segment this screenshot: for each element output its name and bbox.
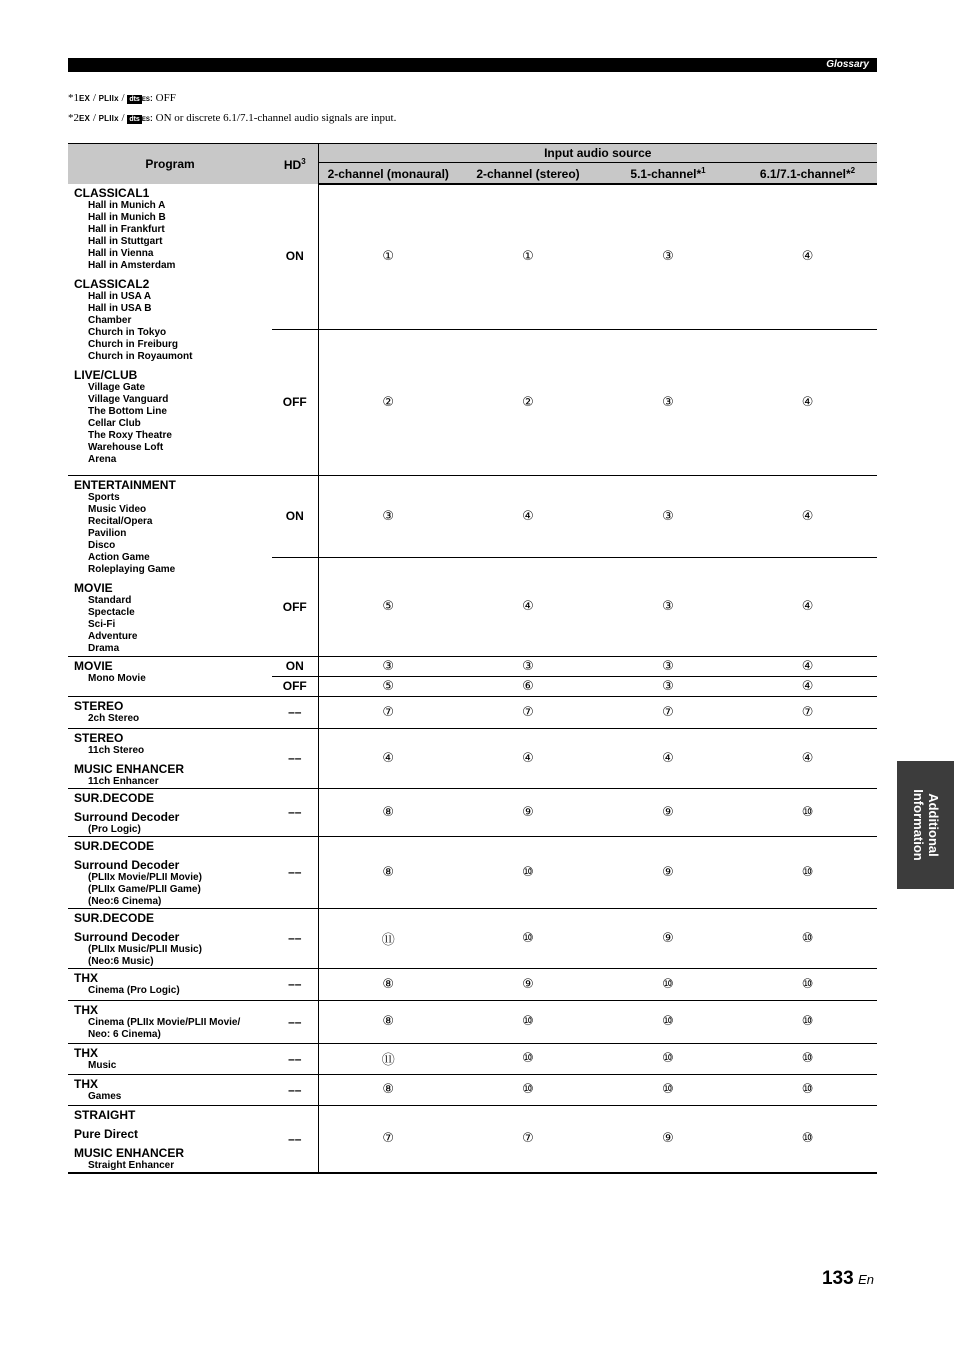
value-cell: ⑧ bbox=[318, 968, 458, 1000]
hd-cell: –– bbox=[272, 836, 318, 908]
hd-cell: OFF bbox=[272, 676, 318, 696]
value-cell: ⑧ bbox=[318, 1074, 458, 1105]
program-cell bbox=[68, 836, 272, 908]
header-col-4 bbox=[738, 163, 877, 185]
header-col-sup: 2 bbox=[850, 165, 856, 175]
table-row bbox=[68, 696, 877, 728]
separator: / bbox=[121, 92, 125, 104]
program-name: SUR.DECODE bbox=[74, 910, 155, 925]
hd-cell: –– bbox=[272, 696, 318, 728]
program-sub: Spectacle bbox=[88, 606, 135, 618]
footnote-2 bbox=[68, 112, 396, 124]
program-sub: Cellar Club bbox=[88, 418, 141, 429]
program-sub: (PLIIx Game/PLII Game) bbox=[88, 883, 201, 895]
value-cell: ④ bbox=[458, 475, 598, 557]
table-row bbox=[68, 184, 877, 329]
hd-cell: –– bbox=[272, 728, 318, 788]
program-sub: Village Vanguard bbox=[88, 394, 169, 405]
value-cell: ③ bbox=[598, 656, 738, 676]
program-sub: Roleplaying Game bbox=[88, 563, 176, 575]
program-name: ENTERTAINMENT bbox=[74, 477, 176, 492]
table-row bbox=[68, 908, 877, 968]
program-name: Surround Decoder bbox=[74, 809, 180, 824]
program-name: THX bbox=[74, 1076, 98, 1091]
hd-cell: –– bbox=[272, 908, 318, 968]
program-cell bbox=[68, 1074, 272, 1105]
table-row bbox=[68, 836, 877, 908]
program-name: SUR.DECODE bbox=[74, 790, 155, 805]
program-sub: 11ch Stereo bbox=[88, 744, 145, 756]
value-cell: ⑦ bbox=[598, 696, 738, 728]
program-sub: Pavilion bbox=[88, 527, 127, 539]
value-cell: ③ bbox=[458, 656, 598, 676]
value-cell: ⑩ bbox=[458, 908, 598, 968]
side-tab-line2: Information bbox=[910, 789, 926, 861]
side-tab-line1: Additional bbox=[925, 793, 941, 857]
program-sub: Arena bbox=[88, 454, 117, 465]
table-row bbox=[68, 656, 877, 676]
value-cell: ⑨ bbox=[458, 968, 598, 1000]
value-cell: ④ bbox=[598, 728, 738, 788]
header-col-3 bbox=[598, 163, 738, 185]
program-name: THX bbox=[74, 1002, 98, 1017]
hd-cell: OFF bbox=[272, 557, 318, 656]
dolby-pl-logo: PLIIx bbox=[98, 94, 119, 103]
footnote-mark: *2 bbox=[68, 112, 79, 124]
program-sub: Recital/Opera bbox=[88, 515, 153, 527]
header-col-label: 6.1/7.1-channel* bbox=[759, 166, 851, 181]
program-name: THX bbox=[74, 1045, 98, 1060]
value-cell: ⑨ bbox=[598, 836, 738, 908]
table-row bbox=[68, 788, 877, 836]
header-bar bbox=[68, 58, 877, 72]
page-number bbox=[822, 1268, 874, 1290]
program-sub: (Neo:6 Music) bbox=[88, 955, 154, 967]
program-sub: Hall in Frankfurt bbox=[88, 224, 165, 235]
hd-cell: –– bbox=[272, 1000, 318, 1043]
value-cell: ⑩ bbox=[738, 1074, 877, 1105]
table-row bbox=[68, 1043, 877, 1074]
program-cell bbox=[68, 968, 272, 1000]
program-sub: Church in Freiburg bbox=[88, 339, 178, 350]
table-row bbox=[68, 475, 877, 557]
program-table bbox=[68, 143, 877, 1174]
footnote-1 bbox=[68, 92, 176, 104]
value-cell: ⑩ bbox=[458, 1043, 598, 1074]
program-cell bbox=[68, 475, 272, 656]
value-cell: ⑩ bbox=[738, 836, 877, 908]
value-cell: ③ bbox=[598, 329, 738, 475]
header-col-label: 2-channel (monaural) bbox=[327, 166, 449, 181]
program-sub: 11ch Enhancer bbox=[88, 775, 159, 787]
header-hd-sup: 3 bbox=[301, 156, 306, 166]
program-sub: Warehouse Loft bbox=[88, 442, 164, 453]
program-name: MUSIC ENHANCER bbox=[74, 761, 185, 776]
header-col-label: 2-channel (stereo) bbox=[476, 166, 580, 181]
header-hd bbox=[272, 144, 318, 185]
program-sub: (Pro Logic) bbox=[88, 823, 141, 835]
value-cell: ⑩ bbox=[598, 1000, 738, 1043]
value-cell: ⑨ bbox=[598, 908, 738, 968]
value-cell: ⑩ bbox=[598, 1043, 738, 1074]
program-sub: Drama bbox=[88, 642, 120, 654]
hd-cell: –– bbox=[272, 1074, 318, 1105]
value-cell: ⑨ bbox=[598, 1105, 738, 1173]
side-tab-label bbox=[911, 789, 941, 861]
value-cell: ⑦ bbox=[458, 696, 598, 728]
value-cell: ④ bbox=[738, 329, 877, 475]
program-sub: The Bottom Line bbox=[88, 406, 167, 417]
program-name: STEREO bbox=[74, 698, 124, 713]
value-cell: ① bbox=[458, 184, 598, 329]
header-col-2 bbox=[458, 163, 598, 185]
header-hd-label: HD bbox=[283, 157, 302, 172]
program-sub: Hall in Amsterdam bbox=[88, 260, 176, 271]
separator: / bbox=[121, 112, 125, 124]
value-cell: ⑦ bbox=[318, 696, 458, 728]
dolby-ex-logo: EX bbox=[79, 114, 91, 123]
value-cell: ⑪ bbox=[318, 908, 458, 968]
program-name: Pure Direct bbox=[74, 1126, 139, 1141]
program-name: STRAIGHT bbox=[74, 1107, 136, 1122]
value-cell: ⑩ bbox=[458, 836, 598, 908]
value-cell: ⑩ bbox=[738, 788, 877, 836]
program-sub: Cinema (Pro Logic) bbox=[88, 984, 180, 996]
program-sub: Straight Enhancer bbox=[88, 1159, 175, 1171]
value-cell: ⑨ bbox=[598, 788, 738, 836]
separator: / bbox=[92, 92, 96, 104]
program-name: Surround Decoder bbox=[74, 857, 180, 872]
program-sub: 2ch Stereo bbox=[88, 712, 140, 724]
value-cell: ③ bbox=[598, 557, 738, 656]
program-sub: Music Video bbox=[88, 503, 147, 515]
table-row bbox=[68, 1105, 877, 1173]
program-sub: Hall in Munich A bbox=[88, 200, 166, 211]
section-label: Glossary bbox=[826, 59, 869, 70]
hd-cell: ON bbox=[272, 475, 318, 557]
value-cell: ④ bbox=[318, 728, 458, 788]
value-cell: ⑩ bbox=[738, 908, 877, 968]
dts-logo: dts bbox=[129, 116, 140, 123]
program-sub: Hall in USA B bbox=[88, 303, 152, 314]
program-sub: Disco bbox=[88, 539, 116, 551]
dts-es-logo: ES bbox=[141, 97, 150, 103]
program-sub: Chamber bbox=[88, 315, 132, 326]
value-cell: ④ bbox=[458, 728, 598, 788]
program-cell bbox=[68, 656, 272, 696]
footnote-text: : ON or discrete 6.1/7.1-channel audio signals are input. bbox=[149, 112, 397, 124]
program-name: MUSIC ENHANCER bbox=[74, 1145, 185, 1160]
program-sub: Church in Tokyo bbox=[88, 327, 167, 338]
value-cell: ③ bbox=[598, 676, 738, 696]
program-name: STEREO bbox=[74, 730, 124, 745]
program-name: Surround Decoder bbox=[74, 929, 180, 944]
program-sub: Standard bbox=[88, 594, 132, 606]
program-sub: (Neo:6 Cinema) bbox=[88, 895, 162, 907]
table-row bbox=[68, 1074, 877, 1105]
program-name: MOVIE bbox=[74, 580, 113, 595]
value-cell: ④ bbox=[738, 728, 877, 788]
program-sub: Hall in Munich B bbox=[88, 212, 166, 223]
program-cell bbox=[68, 1043, 272, 1074]
value-cell: ⑩ bbox=[738, 968, 877, 1000]
program-cell bbox=[68, 1000, 272, 1043]
header-input-source: Input audio source bbox=[318, 144, 877, 163]
program-sub: Church in Royaumont bbox=[88, 351, 193, 362]
page-language: En bbox=[858, 1272, 874, 1287]
dts-logo: dts bbox=[129, 96, 140, 103]
value-cell: ⑤ bbox=[318, 676, 458, 696]
value-cell: ⑦ bbox=[458, 1105, 598, 1173]
program-cell bbox=[68, 728, 272, 788]
program-cell bbox=[68, 696, 272, 728]
program-sub: Music bbox=[88, 1059, 117, 1071]
page-number-value: 133 bbox=[821, 1268, 854, 1289]
program-sub: (PLIIx Music/PLII Music) bbox=[88, 943, 202, 955]
value-cell: ⑪ bbox=[318, 1043, 458, 1074]
hd-cell: –– bbox=[272, 1105, 318, 1173]
value-cell: ④ bbox=[738, 557, 877, 656]
value-cell: ⑧ bbox=[318, 1000, 458, 1043]
value-cell: ⑩ bbox=[598, 968, 738, 1000]
dolby-pl-logo: PLIIx bbox=[98, 114, 119, 123]
program-sub: Sports bbox=[88, 491, 120, 503]
value-cell: ⑩ bbox=[738, 1043, 877, 1074]
program-name: CLASSICAL1 bbox=[74, 186, 150, 200]
program-name: THX bbox=[74, 970, 98, 985]
program-sub: Action Game bbox=[88, 551, 150, 563]
table-row bbox=[68, 728, 877, 788]
hd-cell: ON bbox=[272, 184, 318, 329]
value-cell: ⑩ bbox=[458, 1074, 598, 1105]
program-sub: Cinema (PLIIx Movie/PLII Movie/ bbox=[88, 1016, 241, 1028]
value-cell: ④ bbox=[458, 557, 598, 656]
value-cell: ⑥ bbox=[458, 676, 598, 696]
program-sub: Sci-Fi bbox=[88, 618, 116, 630]
value-cell: ⑩ bbox=[738, 1105, 877, 1173]
value-cell: ⑨ bbox=[458, 788, 598, 836]
value-cell: ⑧ bbox=[318, 788, 458, 836]
program-sub: Hall in USA A bbox=[88, 291, 152, 302]
dolby-ex-logo: EX bbox=[79, 94, 91, 103]
program-sub: Village Gate bbox=[88, 382, 146, 393]
header-col-label: 5.1-channel* bbox=[630, 166, 702, 181]
value-cell: ④ bbox=[738, 656, 877, 676]
value-cell: ⑩ bbox=[738, 1000, 877, 1043]
program-sub: Adventure bbox=[88, 630, 138, 642]
dts-es-logo: ES bbox=[141, 117, 150, 123]
hd-cell: ON bbox=[272, 656, 318, 676]
value-cell: ③ bbox=[598, 475, 738, 557]
value-cell: ⑦ bbox=[738, 696, 877, 728]
value-cell: ④ bbox=[738, 184, 877, 329]
header-col-1 bbox=[318, 163, 458, 185]
program-sub: (PLIIx Movie/PLII Movie) bbox=[88, 871, 202, 883]
value-cell: ③ bbox=[318, 475, 458, 557]
program-cell bbox=[68, 1105, 272, 1173]
program-sub: Hall in Vienna bbox=[88, 248, 154, 259]
value-cell: ④ bbox=[738, 676, 877, 696]
footnote-text: : OFF bbox=[149, 92, 176, 104]
program-name: LIVE/CLUB bbox=[74, 368, 138, 382]
table-row bbox=[68, 1000, 877, 1043]
side-tab-additional-information[interactable] bbox=[897, 761, 954, 889]
program-name: MOVIE bbox=[74, 658, 113, 673]
value-cell: ⑩ bbox=[598, 1074, 738, 1105]
value-cell: ② bbox=[318, 329, 458, 475]
separator: / bbox=[92, 112, 96, 124]
hd-cell: OFF bbox=[272, 329, 318, 475]
value-cell: ③ bbox=[598, 184, 738, 329]
hd-cell: –– bbox=[272, 788, 318, 836]
value-cell: ⑧ bbox=[318, 836, 458, 908]
header-col-sup: 1 bbox=[701, 165, 706, 175]
program-sub: Games bbox=[88, 1090, 122, 1102]
hd-cell: –– bbox=[272, 1043, 318, 1074]
header-program: Program bbox=[68, 144, 272, 185]
value-cell: ④ bbox=[738, 475, 877, 557]
program-sub: Neo: 6 Cinema) bbox=[88, 1028, 161, 1040]
footnote-mark: *1 bbox=[68, 92, 79, 104]
value-cell: ② bbox=[458, 329, 598, 475]
value-cell: ① bbox=[318, 184, 458, 329]
program-sub: The Roxy Theatre bbox=[88, 430, 172, 441]
program-sub: Mono Movie bbox=[88, 672, 146, 684]
value-cell: ⑤ bbox=[318, 557, 458, 656]
value-cell: ⑦ bbox=[318, 1105, 458, 1173]
program-cell bbox=[68, 184, 272, 475]
value-cell: ③ bbox=[318, 656, 458, 676]
program-cell bbox=[68, 788, 272, 836]
program-sub: Hall in Stuttgart bbox=[88, 236, 163, 247]
program-cell bbox=[68, 908, 272, 968]
table-row bbox=[68, 968, 877, 1000]
program-name: CLASSICAL2 bbox=[74, 277, 150, 291]
program-name: SUR.DECODE bbox=[74, 838, 155, 853]
value-cell: ⑩ bbox=[458, 1000, 598, 1043]
hd-cell: –– bbox=[272, 968, 318, 1000]
